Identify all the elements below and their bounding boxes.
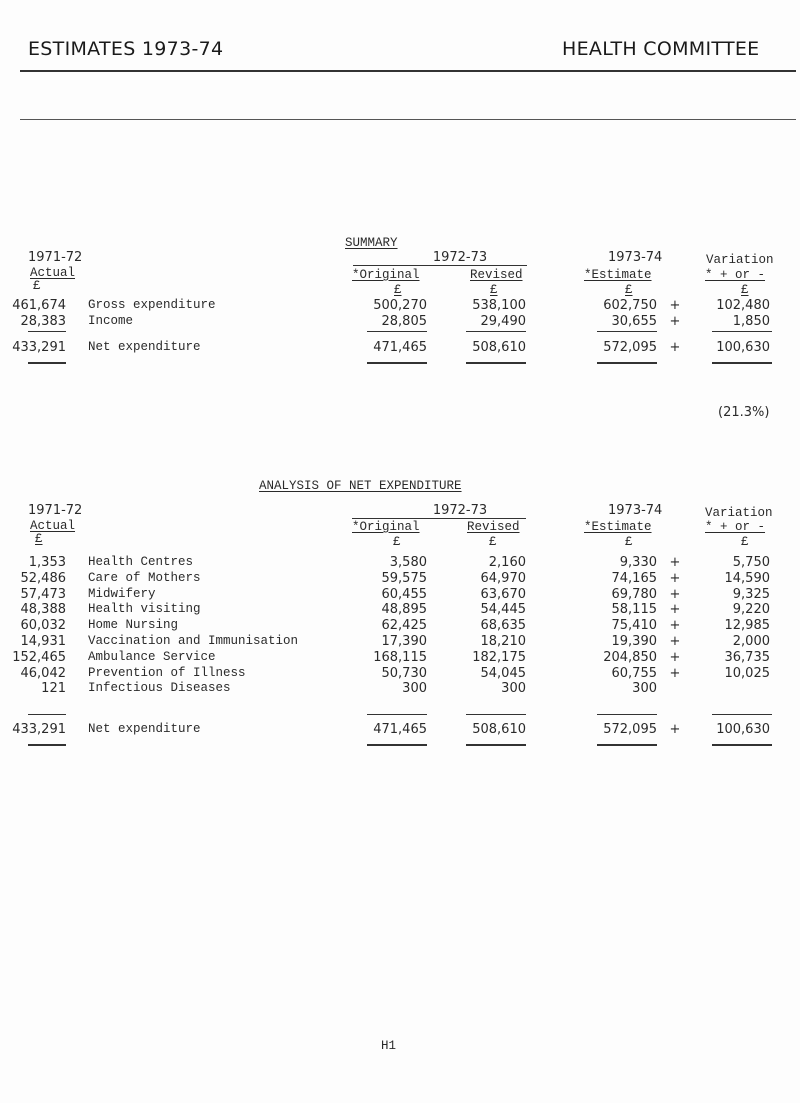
line-item-label: Vaccination and Immunisation	[88, 634, 299, 648]
line-item-label: Health Centres	[88, 555, 194, 569]
revised-cell: 64,970	[480, 570, 526, 586]
estimate-cell: 58,115	[611, 602, 657, 618]
analysis-title: ANALYSIS OF NET EXPENDITURE	[259, 479, 462, 493]
summary-actual-currency: £	[33, 279, 41, 293]
line-item-label: Infectious Diseases	[88, 681, 231, 696]
actual-cell: 28,383	[20, 314, 66, 329]
line-item-label: Net expenditure	[88, 722, 201, 736]
revised-cell: 538,100	[472, 298, 526, 313]
estimate-cell: 602,750	[603, 298, 657, 313]
revised-cell: 508,610	[472, 340, 526, 355]
variation-sign: +	[669, 722, 681, 737]
variation-sign: +	[669, 634, 681, 649]
variation-sign: +	[669, 570, 681, 586]
summary-actual-label: Actual	[30, 266, 76, 280]
revised-cell: 54,445	[480, 602, 526, 618]
analysis-actual-currency: £	[35, 532, 43, 546]
summary-actual-year: 1971-72	[28, 250, 83, 265]
summary-original-label: *Original	[352, 268, 420, 282]
page-number: H1	[381, 1039, 397, 1053]
revised-cell: 29,490	[480, 314, 526, 329]
estimate-cell: 9,330	[619, 555, 657, 570]
summary-variation-percent: (21.3%)	[718, 405, 770, 420]
summary-estimate-currency: £	[625, 283, 633, 297]
committee-title: HEALTH COMMITTEE	[562, 38, 760, 60]
analysis-total-row	[0, 722, 800, 740]
original-cell: 471,465	[373, 722, 427, 737]
estimate-cell: 74,165	[611, 570, 657, 586]
estimate-cell: 30,655	[611, 314, 657, 329]
summary-total-row	[0, 340, 800, 358]
actual-cell: 46,042	[20, 665, 66, 681]
analysis-group-year: 1972-73	[432, 503, 488, 518]
variation-sign: +	[669, 555, 681, 570]
actual-cell: 48,388	[20, 602, 66, 618]
variation-sign: +	[669, 340, 681, 355]
estimate-cell: 572,095	[603, 340, 657, 355]
line-item-label: Home Nursing	[88, 618, 179, 633]
analysis-actual-year: 1971-72	[28, 503, 83, 518]
summary-variation-label: Variation	[706, 253, 774, 267]
line-item-label: Net expenditure	[88, 340, 201, 354]
variation-cell: 12,985	[724, 618, 770, 634]
summary-original-currency: £	[394, 283, 402, 297]
summary-revised-label: Revised	[470, 268, 523, 282]
variation-cell: 9,325	[732, 586, 770, 602]
original-cell: 168,115	[373, 649, 427, 665]
summary-variation-sub: * + or -	[705, 268, 766, 282]
analysis-revised-label: Revised	[467, 520, 520, 534]
line-item-label: Midwifery	[88, 586, 156, 601]
original-cell: 28,805	[381, 314, 427, 329]
line-item-label: Care of Mothers	[88, 570, 201, 585]
analysis-variation-label: Variation	[705, 506, 773, 520]
summary-estimate-year: 1973-74	[608, 250, 663, 265]
line-item-label: Gross expenditure	[88, 298, 216, 312]
document-title: ESTIMATES 1973-74	[28, 38, 224, 60]
variation-sign: +	[669, 665, 681, 681]
table-row	[0, 681, 800, 699]
actual-cell: 461,674	[12, 298, 66, 313]
revised-cell: 508,610	[472, 722, 526, 737]
original-cell: 60,455	[381, 586, 427, 602]
original-cell: 50,730	[381, 665, 427, 681]
analysis-estimate-year: 1973-74	[608, 503, 663, 518]
actual-cell: 433,291	[12, 722, 66, 737]
variation-sign: +	[669, 618, 681, 634]
revised-cell: 68,635	[480, 618, 526, 634]
revised-cell: 182,175	[472, 649, 526, 665]
original-cell: 500,270	[373, 298, 427, 313]
actual-cell: 433,291	[12, 340, 66, 355]
variation-cell: 14,590	[724, 570, 770, 586]
actual-cell: 52,486	[20, 570, 66, 586]
variation-cell: 1,850	[732, 314, 770, 329]
variation-cell: 9,220	[732, 602, 770, 618]
variation-cell: 102,480	[716, 298, 770, 313]
analysis-variation-currency: £	[741, 535, 749, 549]
estimate-cell: 300	[632, 681, 657, 697]
line-item-label: Ambulance Service	[88, 649, 216, 664]
variation-cell: 100,630	[716, 340, 770, 355]
variation-sign: +	[669, 298, 681, 313]
header-rule-bottom	[20, 119, 796, 120]
original-cell: 471,465	[373, 340, 427, 355]
original-cell: 62,425	[381, 618, 427, 634]
original-cell: 17,390	[381, 634, 427, 649]
header-rule-top	[20, 70, 796, 72]
variation-cell: 36,735	[724, 649, 770, 665]
line-item-label: Health visiting	[88, 602, 201, 617]
original-cell: 300	[402, 681, 427, 697]
summary-variation-currency: £	[741, 283, 749, 297]
analysis-estimate-label: *Estimate	[584, 520, 652, 534]
actual-cell: 121	[41, 681, 66, 697]
summary-group-year: 1972-73	[432, 250, 488, 265]
actual-cell: 14,931	[20, 634, 66, 649]
analysis-original-label: *Original	[352, 520, 420, 534]
revised-cell: 18,210	[480, 634, 526, 649]
variation-sign: +	[669, 314, 681, 329]
variation-sign: +	[669, 602, 681, 618]
analysis-estimate-currency: £	[625, 535, 633, 549]
actual-cell: 60,032	[20, 618, 66, 634]
variation-cell: 10,025	[724, 665, 770, 681]
line-item-label: Income	[88, 314, 134, 328]
analysis-variation-sub: * + or -	[705, 520, 766, 534]
revised-cell: 300	[501, 681, 526, 697]
actual-cell: 152,465	[12, 649, 66, 665]
original-cell: 59,575	[381, 570, 427, 586]
analysis-actual-label: Actual	[30, 519, 76, 533]
actual-cell: 57,473	[20, 586, 66, 602]
revised-cell: 54,045	[480, 665, 526, 681]
analysis-original-currency: £	[393, 535, 401, 549]
variation-sign: +	[669, 649, 681, 665]
estimate-cell: 75,410	[611, 618, 657, 634]
table-row	[0, 314, 800, 332]
variation-cell: 2,000	[732, 634, 770, 649]
estimate-cell: 572,095	[603, 722, 657, 737]
analysis-revised-currency: £	[489, 535, 497, 549]
summary-estimate-label: *Estimate	[584, 268, 652, 282]
estimate-cell: 60,755	[611, 665, 657, 681]
estimate-cell: 19,390	[611, 634, 657, 649]
original-cell: 48,895	[381, 602, 427, 618]
estimate-cell: 69,780	[611, 586, 657, 602]
estimate-cell: 204,850	[603, 649, 657, 665]
original-cell: 3,580	[389, 555, 427, 570]
summary-revised-currency: £	[490, 283, 498, 297]
revised-cell: 63,670	[480, 586, 526, 602]
revised-cell: 2,160	[488, 555, 526, 570]
summary-title: SUMMARY	[345, 236, 398, 250]
line-item-label: Prevention of Illness	[88, 665, 246, 680]
variation-sign: +	[669, 586, 681, 602]
actual-cell: 1,353	[28, 555, 66, 570]
variation-cell: 100,630	[716, 722, 770, 737]
variation-cell: 5,750	[732, 555, 770, 570]
